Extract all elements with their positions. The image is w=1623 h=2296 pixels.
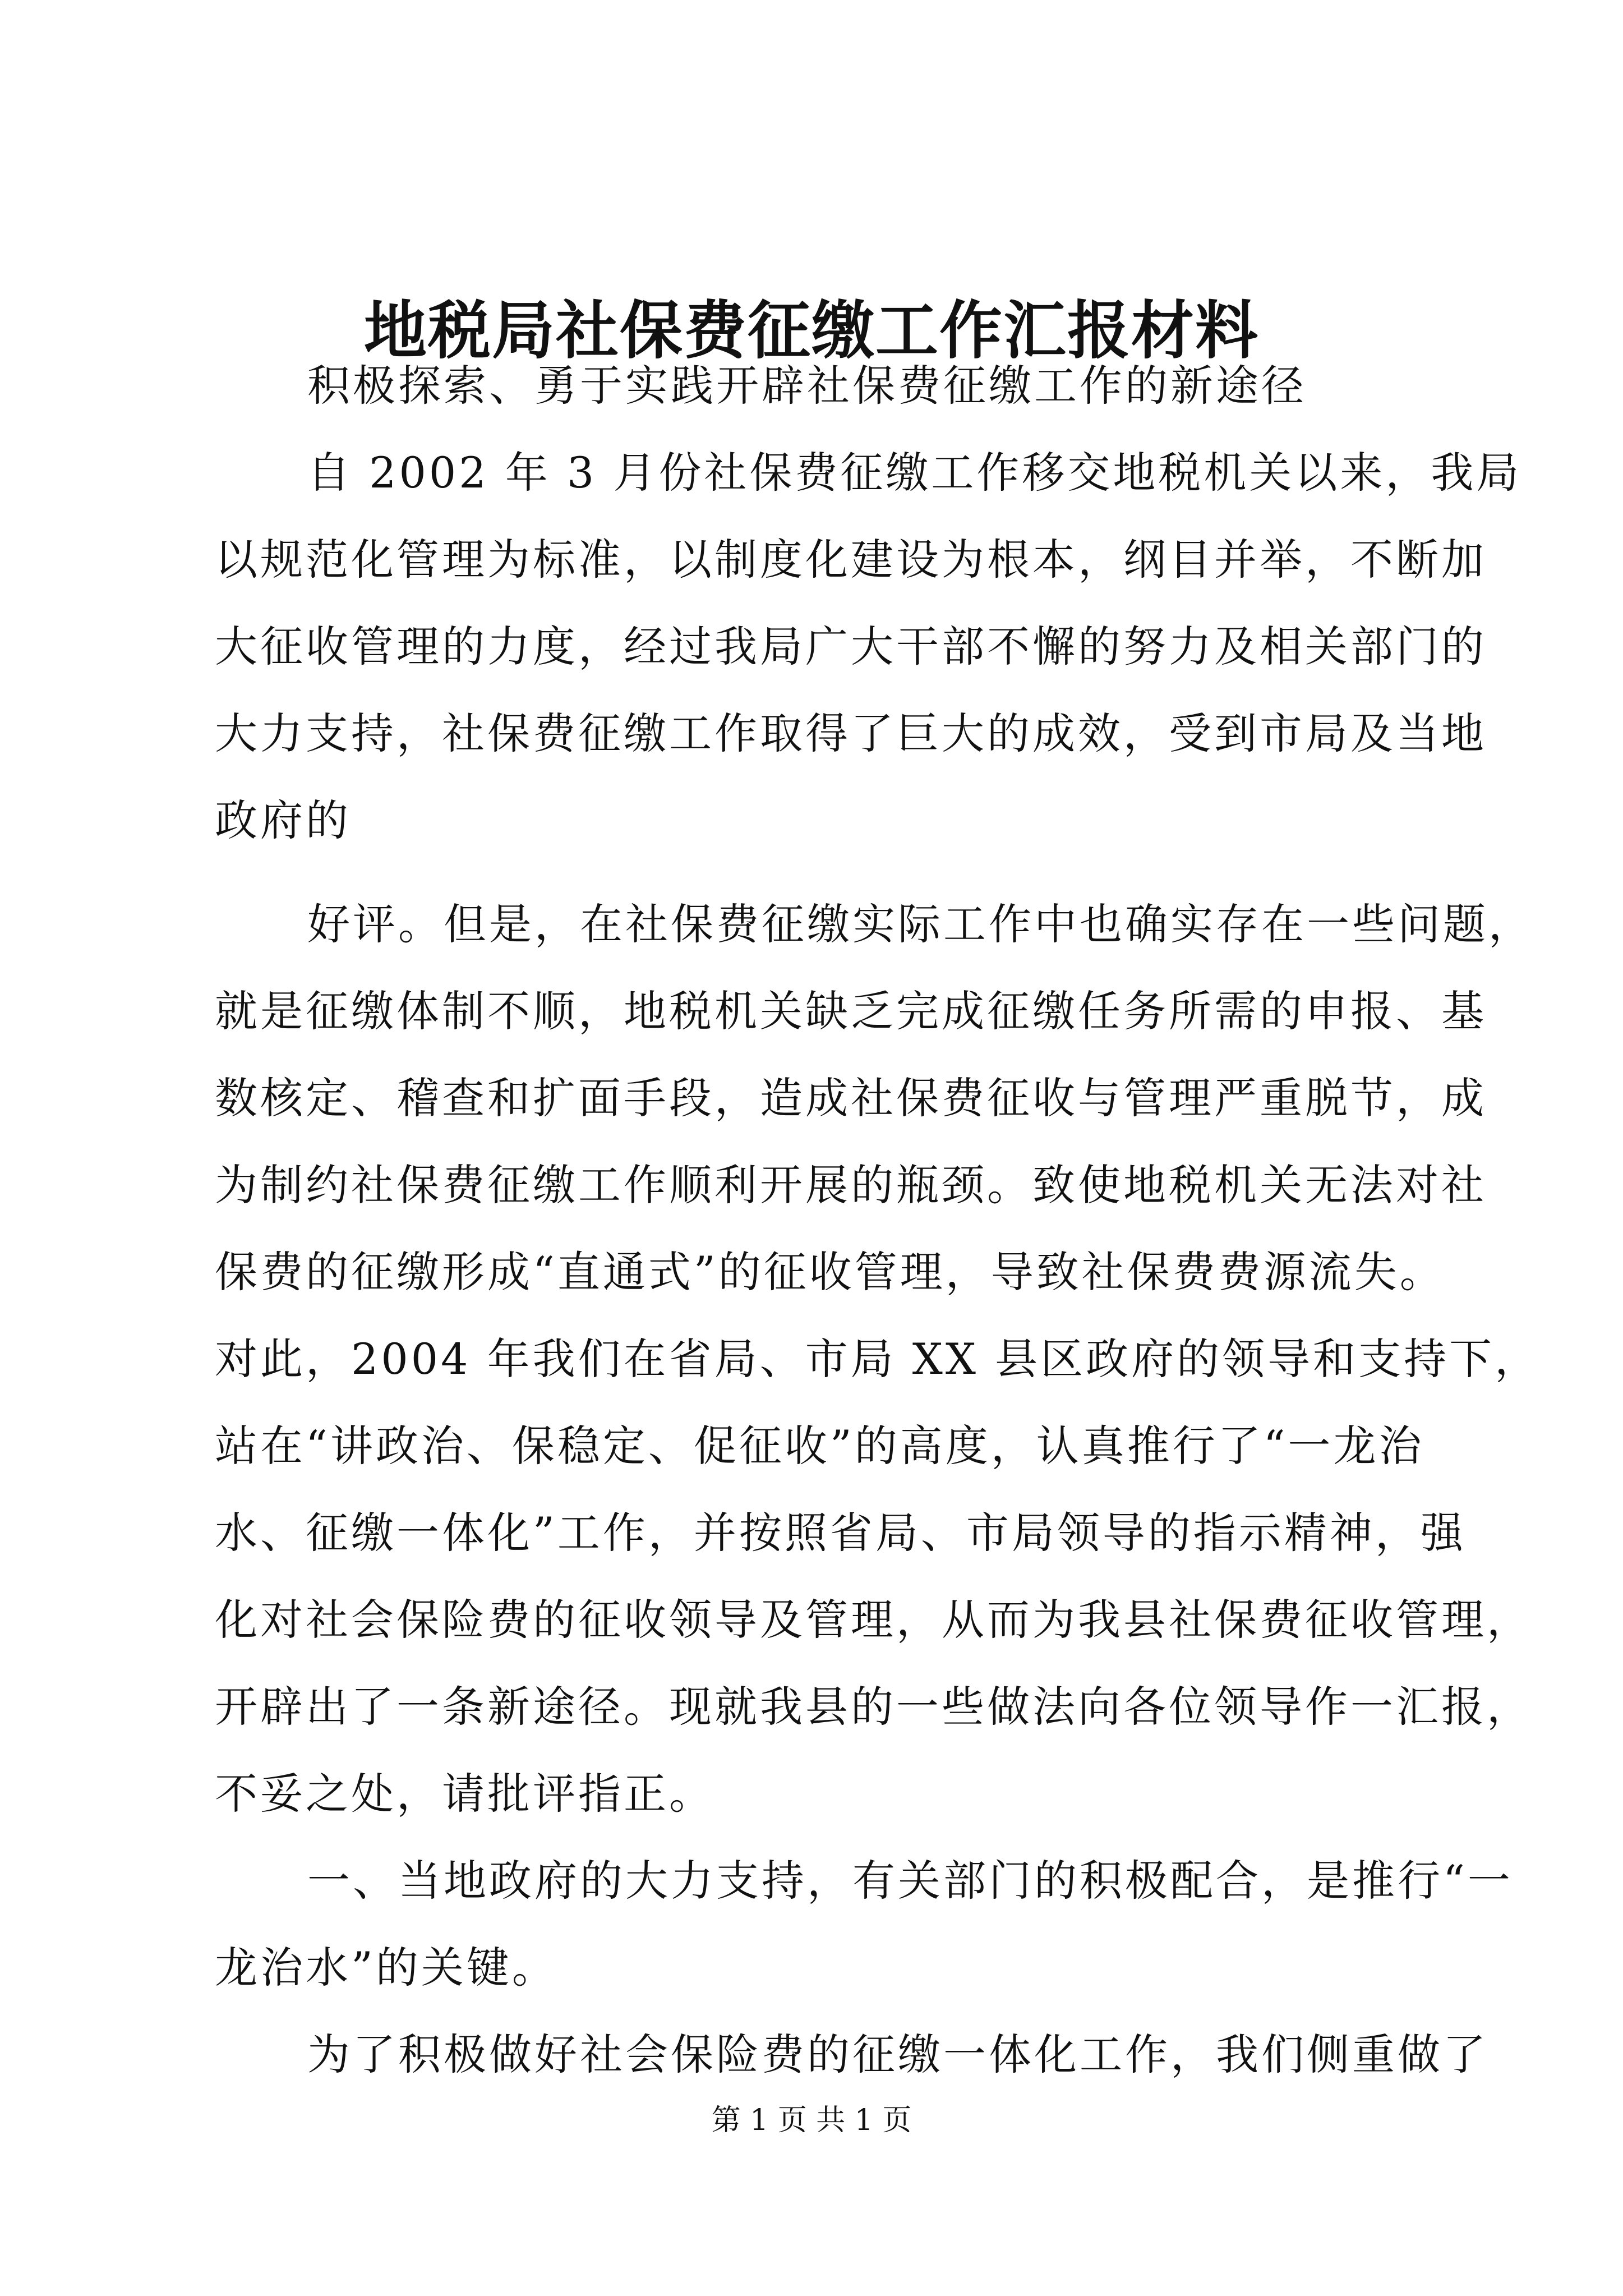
paragraph-line: 数核定、稽查和扩面手段，造成社保费征收与管理严重脱节，成 bbox=[215, 1073, 1487, 1123]
paragraph-line: 开辟出了一条新途径。现就我县的一些做法向各位领导作一汇报， bbox=[215, 1682, 1532, 1732]
paragraph-line: 以规范化管理为标准，以制度化建设为根本，纲目并举，不断加 bbox=[215, 535, 1487, 585]
paragraph-line: 为制约社保费征缴工作顺利开展的瓶颈。致使地税机关无法对社 bbox=[215, 1160, 1487, 1210]
paragraph-line: 不妥之处，请批评指正。 bbox=[215, 1769, 714, 1819]
paragraph-line: 为了积极做好社会保险费的征缴一体化工作，我们侧重做了 bbox=[307, 2030, 1488, 2079]
paragraph-line: 水、征缴一体化”工作，并按照省局、市局领导的指示精神，强 bbox=[215, 1508, 1466, 1558]
document-title: 地税局社保费征缴工作汇报材料 bbox=[364, 294, 1259, 367]
paragraph-line: 站在“讲政治、保稳定、促征收”的高度，认真推行了“一龙治 bbox=[215, 1421, 1424, 1471]
page-footer: 第 1 页 共 1 页 bbox=[711, 2104, 912, 2137]
paragraph-line: 大力支持，社保费征缴工作取得了巨大的成效，受到市局及当地 bbox=[215, 708, 1487, 758]
document-body bbox=[215, 342, 1541, 2098]
paragraph-line: 自 2002 年 3 月份社保费征缴工作移交地税机关以来，我局 bbox=[307, 448, 1522, 498]
paragraph-line: 政府的 bbox=[215, 795, 351, 845]
paragraph-line: 对此，2004 年我们在省局、市局 XX 县区政府的领导和支持下， bbox=[215, 1334, 1541, 1384]
subtitle-line: 积极探索、勇于实践开辟社保费征缴工作的新途径 bbox=[307, 361, 1307, 411]
paragraph-line: 好评。但是，在社保费征缴实际工作中也确实存在一些问题， bbox=[307, 899, 1534, 949]
paragraph-line: 大征收管理的力度，经过我局广大干部不懈的努力及相关部门的 bbox=[215, 622, 1487, 671]
section-heading-line: 龙治水”的关键。 bbox=[215, 1943, 557, 1993]
paragraph-line: 就是征缴体制不顺，地税机关缺乏完成征缴任务所需的申报、基 bbox=[215, 986, 1487, 1036]
paragraph-line: 化对社会保险费的征收领导及管理，从而为我县社保费征收管理， bbox=[215, 1595, 1532, 1645]
paragraph-line: 保费的征缴形成“直通式”的征收管理，导致社保费费源流失。 bbox=[215, 1247, 1445, 1297]
section-heading-line: 一、当地政府的大力支持，有关部门的积极配合，是推行“一 bbox=[307, 1856, 1513, 1906]
